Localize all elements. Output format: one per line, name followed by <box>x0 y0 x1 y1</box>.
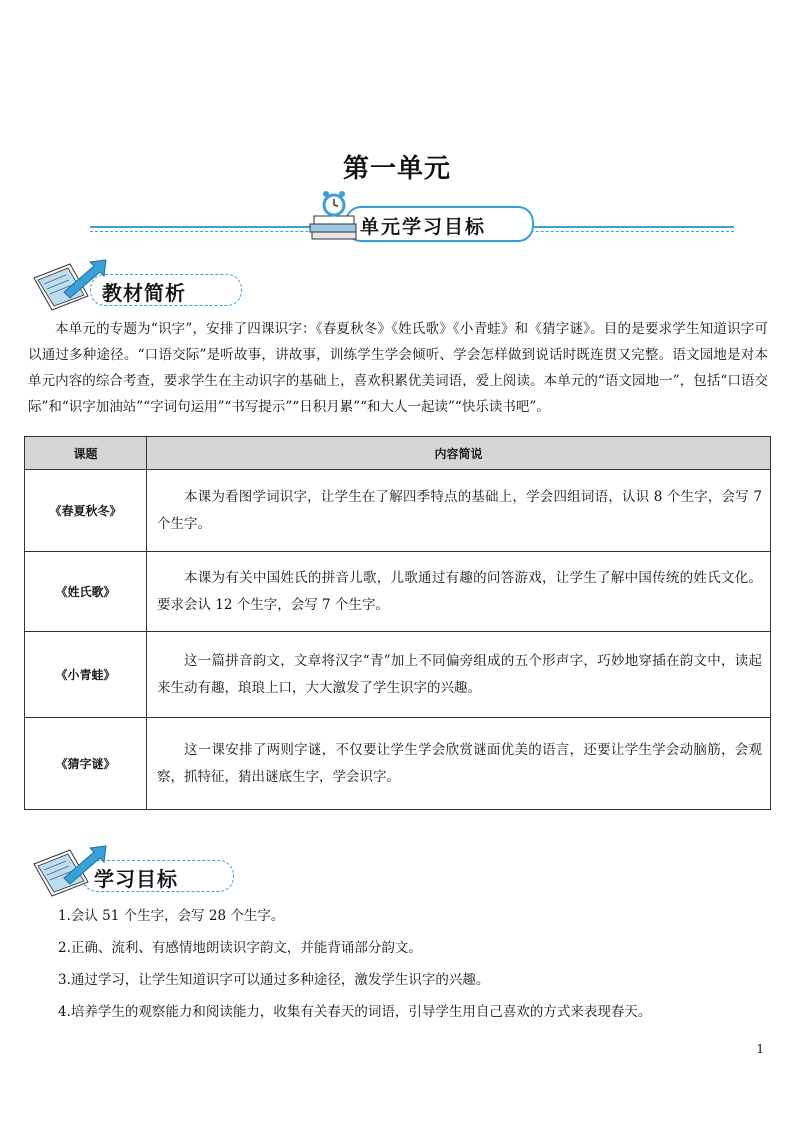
lesson-desc: 本课为看图学词识字，让学生在了解四季特点的基础上，学会四组词语，认识 8 个生字，会写 7 个生字。 <box>147 470 771 552</box>
table-row <box>25 552 771 632</box>
unit-goals-banner <box>90 188 734 242</box>
lesson-title: 《猜字谜》 <box>25 718 147 810</box>
goal-item: 4.培养学生的观察能力和阅读能力，收集有关春天的词语，引导学生用自己喜欢的方式来表现春天。 <box>58 1004 652 1020</box>
lesson-desc: 这一篇拼音韵文，文章将汉字“青”加上不同偏旁组成的五个形声字，巧妙地穿插在韵文中，读起来生动有趣，琅琅上口，大大激发了学生识字的兴趣。 <box>147 632 771 718</box>
intro-paragraph: 本单元的专题为“识字”，安排了四课识字：《春夏秋冬》《姓氏歌》《小青蛙》和《猜字谜》。目的是要求学生知道识字可以通过多种途径。“口语交际”是听故事，讲故事，训练学生学会倾听、学会怎样做到说话时既连贯又完整。语文园地是对本单元内容的综合考查，要求学生在主动识字的基础上，喜欢积累优美词语，爱上阅读。本单元的“语文园地一”，包括“口语交际”和“识字加油站”“字词句运用”“书写提示”“日积月累”“和大人一起读”“快乐读书吧”。 <box>28 321 768 415</box>
goal-item: 1.会认 51 个生字，会写 28 个生字。 <box>58 908 285 924</box>
table-row <box>25 718 771 810</box>
banner-title: 单元学习目标 <box>360 216 487 238</box>
table-row <box>25 632 771 718</box>
books-clock-icon <box>302 188 362 242</box>
section-title: 学习目标 <box>94 867 178 891</box>
table-header-row <box>25 437 771 470</box>
lesson-title: 《小青蛙》 <box>25 632 147 718</box>
lesson-desc: 本课为有关中国姓氏的拼音儿歌，儿歌通过有趣的问答游戏，让学生了解中国传统的姓氏文化。要求会认 12 个生字，会写 7 个生字。 <box>147 552 771 632</box>
page-number: 1 <box>756 1042 764 1056</box>
header-summary: 内容简说 <box>147 437 771 470</box>
table-row <box>25 470 771 552</box>
lesson-title: 《姓氏歌》 <box>25 552 147 632</box>
header-lesson: 课题 <box>25 437 147 470</box>
lesson-title: 《春夏秋冬》 <box>25 470 147 552</box>
page-title: 第一单元 <box>342 154 451 184</box>
goal-item: 3.通过学习，让学生知道识字可以通过多种途径，激发学生识字的兴趣。 <box>58 972 490 988</box>
section-heading-textbook-analysis <box>30 258 220 316</box>
arrow-folder-icon <box>30 258 110 314</box>
section-title: 教材简析 <box>102 281 186 305</box>
goals-list <box>58 905 758 1033</box>
lesson-desc: 这一课安排了两则字谜，不仅要让学生学会欣赏谜面优美的语言，还要让学生学会动脑筋，会观察，抓特征，猜出谜底生字，学会识字。 <box>147 718 771 810</box>
section-heading-learning-goals <box>30 844 220 902</box>
goal-item: 2.正确、流利、有感情地朗读识字韵文，并能背诵部分韵文。 <box>58 940 422 956</box>
lesson-table <box>24 436 771 810</box>
